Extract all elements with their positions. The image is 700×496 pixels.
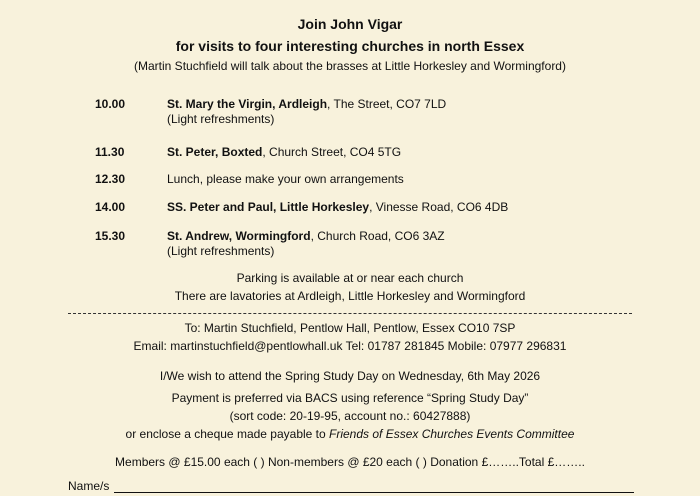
schedule-time: 12.30 [95, 172, 126, 186]
schedule-desc [167, 200, 508, 214]
venue-address: , Church Road, CO6 3AZ [310, 229, 445, 243]
schedule-note: (Light refreshments) [167, 112, 275, 126]
schedule-time: 14.00 [95, 200, 126, 214]
form-recipient: To: Martin Stuchfield, Pentlow Hall, Pentlow, Essex CO10 7SP [184, 321, 516, 335]
venue-address: , The Street, CO7 7LD [327, 97, 447, 111]
payment-prefix: or enclose a cheque made payable to [125, 427, 330, 441]
parking-info: Parking is available at or near each church [236, 271, 464, 285]
schedule-desc [167, 145, 401, 159]
subtitle: (Martin Stuchfield will talk about the brasses at Little Horkesley and Wormingford) [134, 59, 566, 73]
payment-line-2: (sort code: 20-19-95, account no.: 60427888) [229, 409, 471, 423]
venue-name: St. Andrew, Wormingford [167, 229, 311, 243]
venue-address: Lunch, please make your own arrangements [167, 172, 404, 186]
title-line-2: for visits to four interesting churches in north Essex [175, 38, 525, 54]
venue-name: St. Peter, Boxted [167, 145, 263, 159]
venue-name: St. Mary the Virgin, Ardleigh [167, 97, 328, 111]
schedule-desc [167, 172, 404, 186]
name-field[interactable] [114, 492, 634, 493]
venue-name: SS. Peter and Paul, Little Horkesley [167, 200, 370, 214]
venue-address: , Church Street, CO4 5TG [262, 145, 402, 159]
payment-line-1: Payment is preferred via BACS using reference “Spring Study Day” [171, 391, 529, 405]
schedule-time: 15.30 [95, 229, 126, 243]
title-line-1: Join John Vigar [297, 16, 403, 32]
schedule-note: (Light refreshments) [167, 244, 275, 258]
venue-address: , Vinesse Road, CO6 4DB [369, 200, 509, 214]
name-label: Name/s [68, 479, 110, 493]
form-contact: Email: martinstuchfield@pentlowhall.uk Tel: 01787 281845 Mobile: 07977 296831 [133, 339, 567, 353]
payee-name: Friends of Essex Churches Events Committee [329, 427, 575, 441]
schedule-time: 10.00 [95, 97, 126, 111]
fees-line: Members @ £15.00 each ( ) Non-members @ £20 each ( ) Donation £……..Total £…….. [115, 455, 585, 469]
schedule-desc [167, 97, 446, 111]
schedule-time: 11.30 [95, 145, 125, 159]
attend-statement: I/We wish to attend the Spring Study Day on Wednesday, 6th May 2026 [159, 369, 541, 383]
lavatory-info: There are lavatories at Ardleigh, Little Horkesley and Wormingford [174, 289, 526, 303]
schedule-desc [167, 229, 445, 243]
payment-line-3 [0, 427, 700, 441]
cut-line [68, 313, 632, 314]
